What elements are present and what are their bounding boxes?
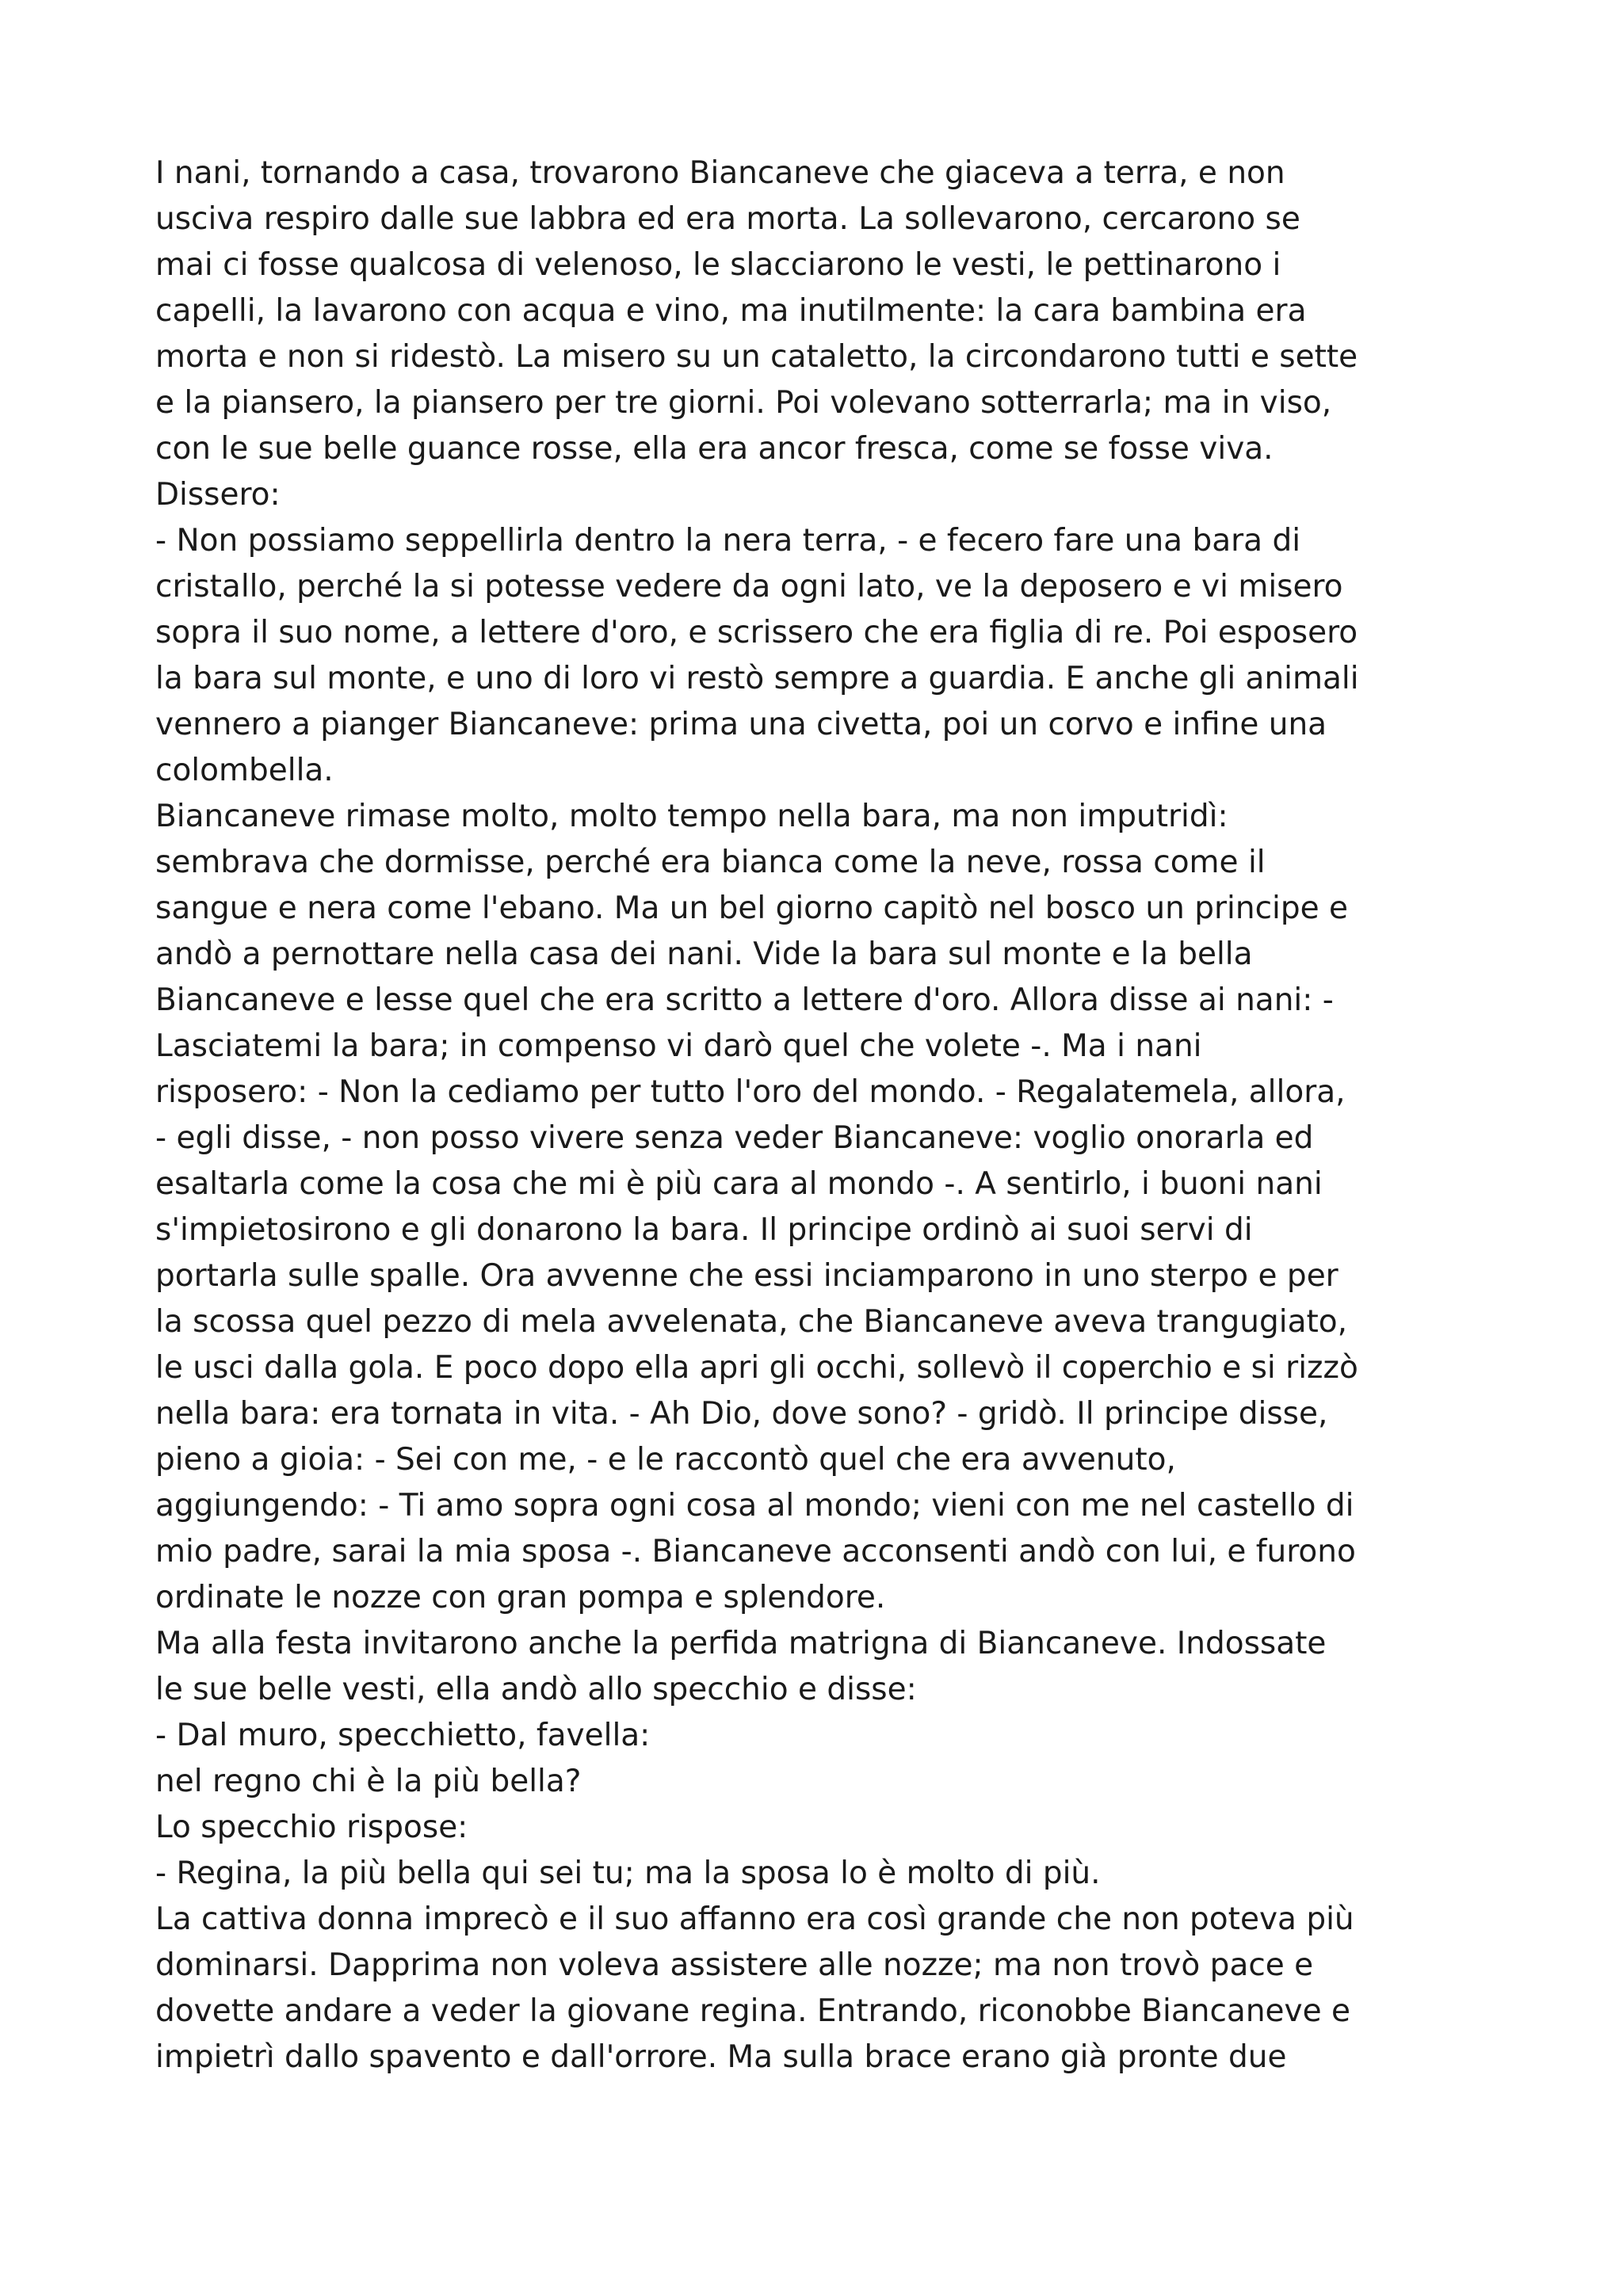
text-line: portarla sulle spalle. Ora avvenne che essi inciamparono in uno sterpo e per: [155, 1258, 1338, 1294]
text-line: dovette andare a veder la giovane regina. Entrando, riconobbe Biancaneve e: [155, 1993, 1350, 2029]
story-text: [155, 151, 1455, 2081]
text-line: s'impietosirono e gli donarono la bara. Il principe ordinò ai suoi servi di: [155, 1212, 1253, 1248]
text-line: - egli disse, - non posso vivere senza veder Biancaneve: voglio onorarla ed: [155, 1120, 1314, 1156]
text-line: sangue e nera come l'ebano. Ma un bel giorno capitò nel bosco un principe e: [155, 891, 1349, 926]
text-line: - Regina, la più bella qui sei tu; ma la sposa lo è molto di più.: [155, 1855, 1101, 1891]
text-line: andò a pernottare nella casa dei nani. Vide la bara sul monte e la bella: [155, 936, 1253, 972]
text-line: Biancaneve rimase molto, molto tempo nella bara, ma non imputridì:: [155, 799, 1228, 834]
text-line: mio padre, sarai la mia sposa -. Biancaneve acconsenti andò con lui, e furono: [155, 1534, 1356, 1569]
text-line: ordinate le nozze con gran pompa e splendore.: [155, 1580, 886, 1615]
text-line: le usci dalla gola. E poco dopo ella apri gli occhi, sollevò il coperchio e si rizzò: [155, 1350, 1358, 1386]
text-line: dominarsi. Dapprima non voleva assistere alle nozze; ma non trovò pace e: [155, 1947, 1314, 1983]
text-line: - Dal muro, specchietto, favella:: [155, 1718, 651, 1753]
text-line: La cattiva donna imprecò e il suo affanno era così grande che non poteva più: [155, 1901, 1354, 1937]
text-line: la scossa quel pezzo di mela avvelenata, che Biancaneve aveva trangugiato,: [155, 1304, 1348, 1340]
text-line: - Non possiamo seppellirla dentro la nera terra, - e fecero fare una bara di: [155, 523, 1301, 559]
text-line: morta e non si ridestò. La misero su un cataletto, la circondarono tutti e sette: [155, 339, 1358, 375]
text-line: vennero a pianger Biancaneve: prima una civetta, poi un corvo e infine una: [155, 707, 1327, 742]
text-line: con le sue belle guance rosse, ella era ancor fresca, come se fosse viva.: [155, 431, 1274, 467]
text-line: le sue belle vesti, ella andò allo specchio e disse:: [155, 1672, 917, 1707]
text-line: aggiungendo: - Ti amo sopra ogni cosa al mondo; vieni con me nel castello di: [155, 1488, 1354, 1524]
text-line: colombella.: [155, 753, 334, 788]
text-line: risposero: - Non la cediamo per tutto l'oro del mondo. - Regalatemela, allora,: [155, 1074, 1346, 1110]
text-line: Lasciatemi la bara; in compenso vi darò quel che volete -. Ma i nani: [155, 1028, 1202, 1064]
text-line: Biancaneve e lesse quel che era scritto a lettere d'oro. Allora disse ai nani: -: [155, 982, 1334, 1018]
text-line: sopra il suo nome, a lettere d'oro, e scrissero che era figlia di re. Poi esposero: [155, 615, 1358, 650]
text-line: nel regno chi è la più bella?: [155, 1764, 582, 1799]
text-line: cristallo, perché la si potesse vedere da ogni lato, ve la deposero e vi misero: [155, 569, 1343, 605]
text-line: Ma alla festa invitarono anche la perfida matrigna di Biancaneve. Indossate: [155, 1626, 1327, 1661]
text-line: pieno a gioia: - Sei con me, - e le raccontò quel che era avvenuto,: [155, 1442, 1176, 1478]
text-line: Dissero:: [155, 477, 281, 513]
text-line: I nani, tornando a casa, trovarono Biancaneve che giaceva a terra, e non: [155, 155, 1285, 191]
text-line: nella bara: era tornata in vita. - Ah Dio, dove sono? - gridò. Il principe disse,: [155, 1396, 1328, 1432]
text-line: impietrì dallo spavento e dall'orrore. Ma sulla brace erano già pronte due: [155, 2039, 1287, 2075]
text-line: Lo specchio rispose:: [155, 1810, 468, 1845]
text-line: usciva respiro dalle sue labbra ed era morta. La sollevarono, cercarono se: [155, 201, 1300, 237]
text-line: e la piansero, la piansero per tre giorni. Poi volevano sotterrarla; ma in viso,: [155, 385, 1332, 421]
text-line: la bara sul monte, e uno di loro vi restò sempre a guardia. E anche gli animali: [155, 661, 1359, 696]
text-line: esaltarla come la cosa che mi è più cara al mondo -. A sentirlo, i buoni nani: [155, 1166, 1323, 1202]
text-line: mai ci fosse qualcosa di velenoso, le slacciarono le vesti, le pettinarono i: [155, 247, 1281, 283]
text-line: capelli, la lavarono con acqua e vino, ma inutilmente: la cara bambina era: [155, 293, 1307, 329]
text-line: sembrava che dormisse, perché era bianca come la neve, rossa come il: [155, 845, 1266, 880]
